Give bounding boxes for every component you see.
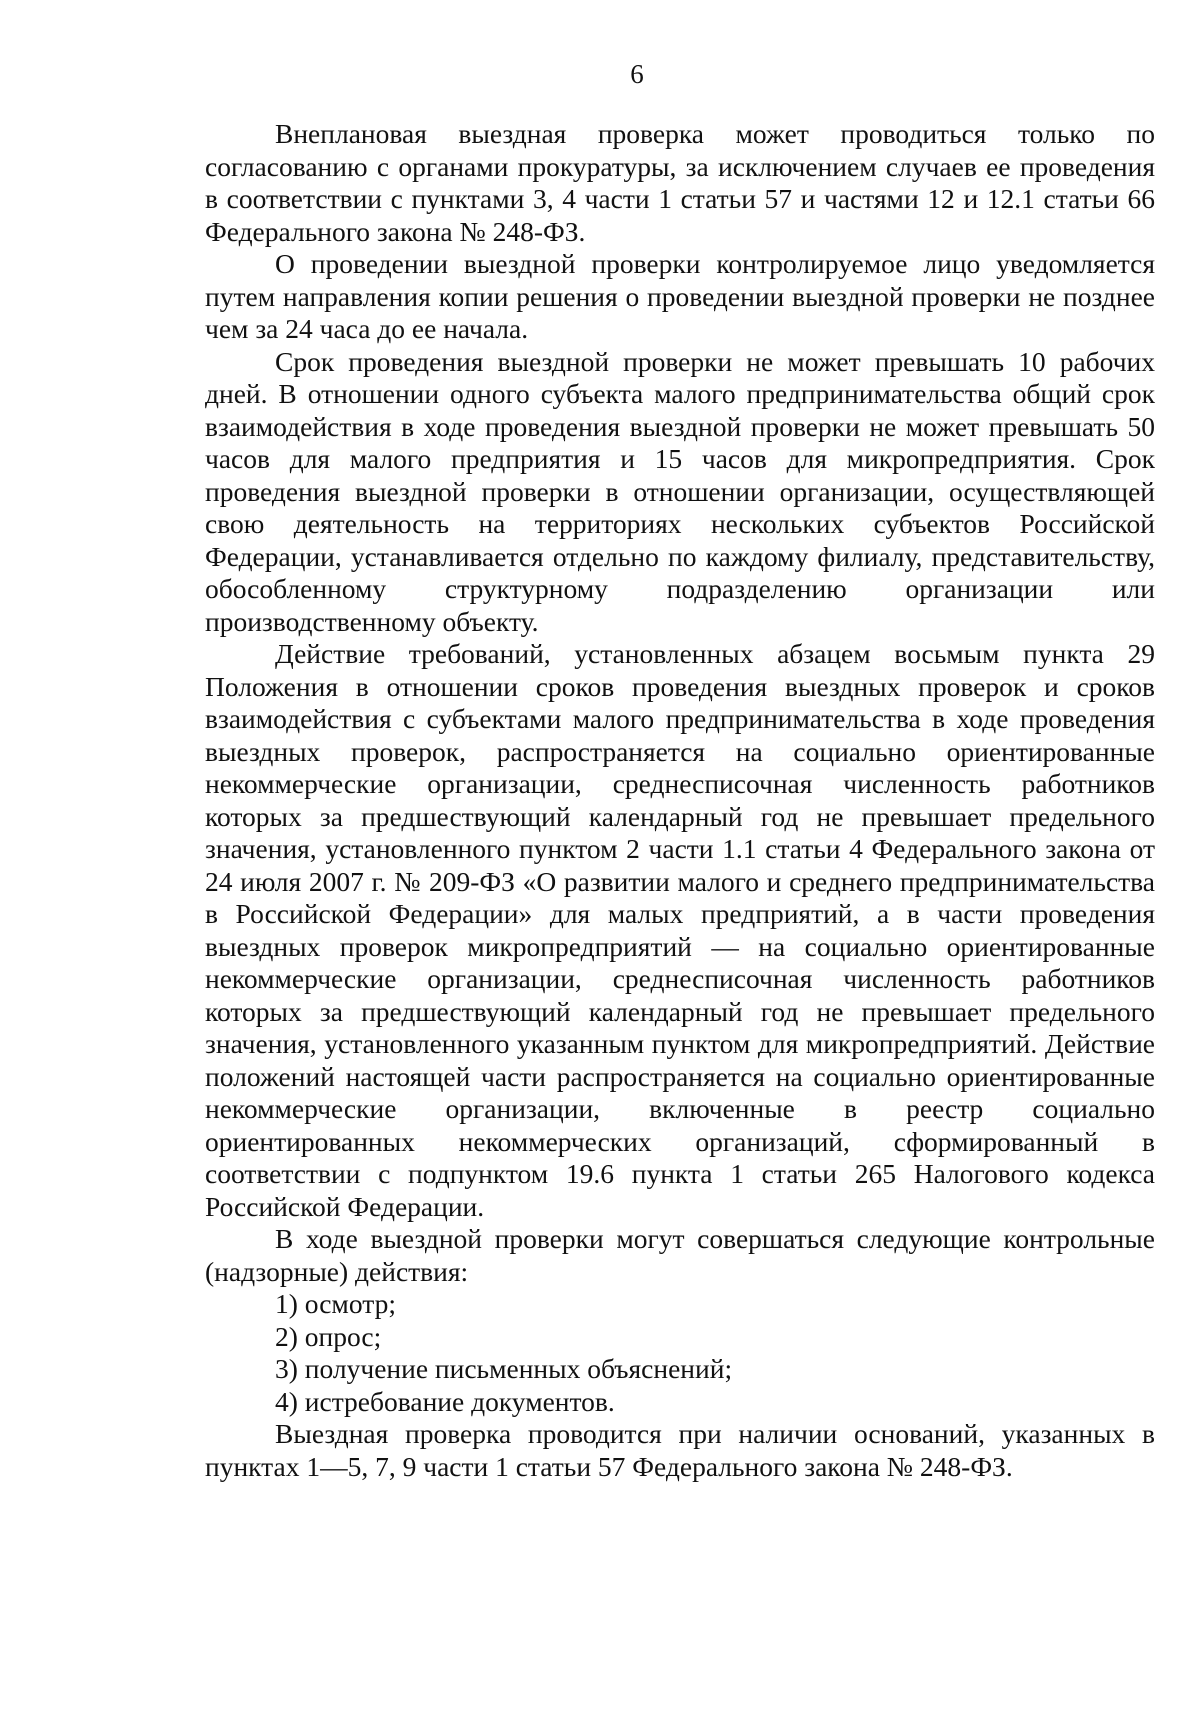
list-item-inspection: 1) осмотр; xyxy=(275,1288,396,1319)
paragraph-inspection-term: Срок проведения выездной проверки не может превышать 10 рабочих дней. В отношении одного субъекта малого предпринимательства общий срок взаимодействия в ходе проведения выездной проверки не может превышать 50 часов для малого предприятия и 15 часов для микропредприятия. Срок проведения выездной проверки в отношении организации, осуществляющей свою деятельность на территориях нескольких субъектов Российской Федерации, устанавливается отдельно по каждому филиалу, представительству, обособленному структурному подразделению организации или производственному объекту. xyxy=(205,345,1155,637)
paragraph-control-actions-intro: В ходе выездной проверки могут совершаться следующие контрольные (надзорные) действия: xyxy=(205,1223,1155,1287)
list-item-survey: 2) опрос; xyxy=(275,1320,382,1352)
paragraph-grounds: Выездная проверка проводится при наличии оснований, указанных в пунктах 1—5, 7, 9 части 1 статьи 57 Федерального закона № 248-ФЗ. xyxy=(205,1418,1155,1482)
document-body xyxy=(205,118,1155,1483)
list-item-written-explanations: 3) получение письменных объяснений; xyxy=(275,1353,733,1384)
paragraph-requirements-scope: Действие требований, установленных абзацем восьмым пункта 29 Положения в отношении сроков проведения выездных проверок и сроков взаимодействия с субъектами малого предпринимательства в ходе проведения выездных проверок, распространяется на социально ориентированные некоммерческие организации, среднесписочная численность работников которых за предшествующий календарный год не превышает предельного значения, установленного пунктом 2 части 1.1 статьи 4 Федерального закона от 24 июля 2007 г. № 209-ФЗ «О развитии малого и среднего предпринимательства в Российской Федерации» для малых предприятий, а в части проведения выездных проверок микропредприятий — на социально ориентированные некоммерческие организации, среднесписочная численность работников которых за предшествующий календарный год не превышает предельного значения, установленного указанным пунктом для микропредприятий. Действие положений настоящей части распространяется на социально ориентированные некоммерческие организации, включенные в реестр социально ориентированных некоммерческих организаций, сформированный в соответствии с подпунктом 19.6 пункта 1 статьи 265 Налогового кодекса Российской Федерации. xyxy=(205,638,1155,1222)
paragraph-notification: О проведении выездной проверки контролируемое лицо уведомляется путем направления копии решения о проведении выездной проверки не позднее чем за 24 часа до ее начала. xyxy=(205,248,1155,344)
list-item-document-request: 4) истребование документов. xyxy=(275,1385,615,1417)
paragraph-unscheduled-inspection: Внеплановая выездная проверка может проводиться только по согласованию с органами прокуратуры, за исключением случаев ее проведения в соответствии с пунктами 3, 4 части 1 статьи 57 и частями 12 и 12.1 статьи 66 Федерального закона № 248-ФЗ. xyxy=(205,118,1155,247)
page-number: 6 xyxy=(630,59,644,89)
